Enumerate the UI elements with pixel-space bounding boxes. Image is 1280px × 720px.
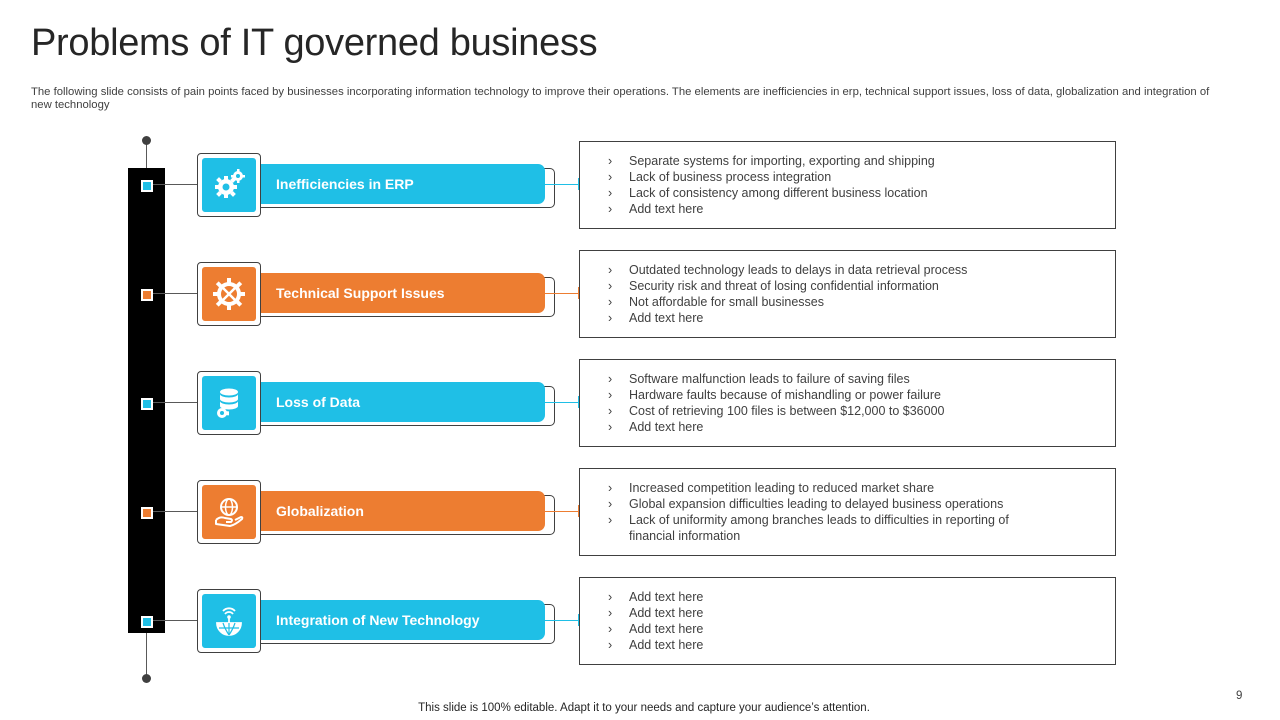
problem-row-technical-support (0, 249, 1280, 349)
problem-row-inefficiencies (0, 140, 1280, 240)
detail-bullet: › Add text here (608, 202, 704, 216)
icon-frame (197, 371, 261, 435)
problem-details-box (579, 359, 1116, 447)
detail-bullet: › Add text here (608, 622, 704, 636)
problem-label: Globalization (259, 491, 545, 531)
detail-bullet: › Separate systems for importing, exporting and shipping (608, 154, 935, 168)
problem-label: Integration of New Technology (259, 600, 545, 640)
detail-bullet: › Not affordable for small businesses (608, 295, 825, 309)
detail-connector (545, 402, 579, 403)
timeline-node (141, 398, 153, 410)
problem-details-box (579, 141, 1116, 229)
detail-bullet: › Add text here (608, 420, 704, 434)
detail-connector (545, 511, 579, 512)
problem-label: Technical Support Issues (259, 273, 545, 313)
page-number: 9 (1236, 690, 1243, 702)
detail-bullet: › Outdated technology leads to delays in data retrieval process (608, 263, 968, 277)
icon-frame (197, 153, 261, 217)
gears-icon (202, 158, 256, 212)
detail-connector (545, 293, 579, 294)
icon-frame (197, 480, 261, 544)
problem-details-box (579, 468, 1116, 556)
page-title: Problems of IT governed business (31, 22, 598, 64)
timeline-connector (153, 293, 197, 294)
detail-bullet: › Add text here (608, 606, 704, 620)
timeline-node (141, 507, 153, 519)
problem-row-globalization (0, 467, 1280, 567)
timeline-connector (153, 511, 197, 512)
detail-bullet: › Software malfunction leads to failure of saving files (608, 372, 910, 386)
problem-label: Inefficiencies in ERP (259, 164, 545, 204)
problem-row-loss-of-data (0, 358, 1280, 458)
timeline-node (141, 616, 153, 628)
network-globe-icon (202, 594, 256, 648)
problem-details-box (579, 250, 1116, 338)
detail-bullet: › Global expansion difficulties leading to delayed business operations (608, 497, 1004, 511)
timeline-connector (153, 184, 197, 185)
detail-bullet: › Add text here (608, 311, 704, 325)
timeline-connector (153, 402, 197, 403)
problem-row-new-technology (0, 576, 1280, 676)
detail-bullet: › Cost of retrieving 100 files is between $12,000 to $36000 (608, 404, 945, 418)
tools-gear-icon (202, 267, 256, 321)
detail-connector (545, 620, 579, 621)
detail-bullet: › Lack of uniformity among branches leads to difficulties in reporting of financial information (608, 513, 1009, 543)
detail-bullet: › Hardware faults because of mishandling or power failure (608, 388, 941, 402)
problem-details-box (579, 577, 1116, 665)
detail-connector (545, 184, 579, 185)
timeline-connector (153, 620, 197, 621)
database-gear-icon (202, 376, 256, 430)
detail-bullet: › Security risk and threat of losing confidential information (608, 279, 939, 293)
icon-frame (197, 589, 261, 653)
footer-note: This slide is 100% editable. Adapt it to your needs and capture your audience’s attention. (418, 702, 870, 714)
icon-frame (197, 262, 261, 326)
globe-hand-icon (202, 485, 256, 539)
detail-bullet: › Lack of business process integration (608, 170, 832, 184)
problem-label: Loss of Data (259, 382, 545, 422)
detail-bullet: › Add text here (608, 638, 704, 652)
timeline-node (141, 180, 153, 192)
detail-bullet: › Add text here (608, 590, 704, 604)
timeline-node (141, 289, 153, 301)
detail-bullet: › Increased competition leading to reduced market share (608, 481, 935, 495)
page-subtitle: The following slide consists of pain points faced by businesses incorporating information technology to improve their operations. The elements are inefficiencies in erp, technical support issues, loss of data, globalization and integration of new technology (31, 86, 1210, 111)
detail-bullet: › Lack of consistency among different business location (608, 186, 928, 200)
